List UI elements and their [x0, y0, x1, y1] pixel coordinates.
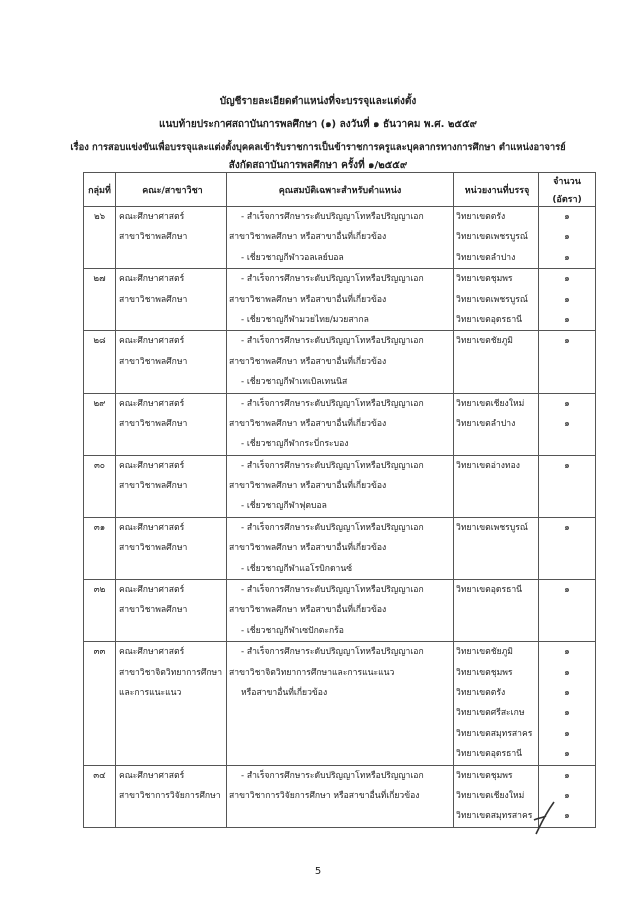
unit-cell	[454, 517, 539, 579]
count-cell-line: ๑	[564, 770, 570, 781]
unit-cell	[454, 207, 539, 269]
qualification-cell-line: - เชี่ยวชาญกีฬาเทเบิลเทนนิส	[241, 377, 348, 388]
group-number-text: ๒๖	[93, 212, 106, 222]
unit-cell-line: วิทยาเขตเพชรบูรณ์	[456, 522, 528, 533]
qualification-cell	[227, 207, 454, 269]
group-number	[84, 269, 116, 331]
count-cell	[539, 580, 596, 642]
doc-subject: เรื่อง การสอบแข่งขันเพื่อบรรจุและแต่งตั้งบุคคลเข้ารับราชการเป็นข้าราชการครูและบุคลากรทางการศึกษา ตำแหน่งอาจารย์	[70, 142, 566, 153]
qualification-cell-line: สาขาวิชาพลศึกษา หรือสาขาอื่นที่เกี่ยวข้อง	[229, 418, 387, 429]
qualification-cell	[227, 642, 454, 765]
count-cell-line: ๑	[564, 811, 570, 822]
count-cell-line: ๑	[564, 667, 570, 678]
unit-cell-line: วิทยาเขตสมุทรสาคร	[456, 728, 533, 739]
count-cell-line	[539, 496, 595, 516]
qualification-cell-line: สาขาวิชาพลศึกษา หรือสาขาอื่นที่เกี่ยวข้อง	[229, 232, 387, 243]
page-number: 5	[314, 866, 322, 877]
qualification-cell-line: - สำเร็จการศึกษาระดับปริญญาโทหรือปริญญาเอก	[241, 460, 424, 471]
qualification-cell-line: สาขาวิชาจิตวิทยาการศึกษาและการแนะแนว	[229, 667, 395, 678]
faculty-cell-line	[119, 434, 226, 454]
table-row	[84, 580, 596, 642]
unit-cell	[454, 331, 539, 393]
unit-cell	[454, 269, 539, 331]
count-cell-line: ๑	[564, 708, 570, 719]
faculty-cell-line	[119, 559, 226, 579]
faculty-cell-line: สาขาวิชาพลศึกษา	[119, 543, 188, 554]
qualification-cell	[227, 269, 454, 331]
group-number	[84, 455, 116, 517]
faculty-cell-line	[119, 372, 226, 392]
table-row	[84, 393, 596, 455]
faculty-cell-line	[119, 724, 226, 744]
faculty-cell	[116, 207, 227, 269]
faculty-cell-line	[119, 744, 226, 764]
unit-cell-line: วิทยาเขตลำปาง	[456, 418, 516, 429]
count-cell-line: ๑	[564, 749, 570, 760]
qualification-cell-line: - สำเร็จการศึกษาระดับปริญญาโทหรือปริญญาเอก	[241, 336, 424, 347]
group-number-text: ๒๗	[93, 274, 106, 285]
faculty-cell	[116, 517, 227, 579]
count-cell-line	[539, 559, 595, 579]
group-number-text: ๒๘	[93, 336, 106, 347]
unit-cell-line: วิทยาเขตชัยภูมิ	[456, 647, 513, 658]
qualification-cell	[227, 765, 454, 827]
count-cell-line: ๑	[564, 687, 570, 698]
group-number	[84, 765, 116, 827]
faculty-cell-line	[119, 621, 226, 641]
qualification-cell	[227, 455, 454, 517]
faculty-cell-line: คณะศึกษาศาสตร์	[119, 647, 185, 658]
unit-cell-line: วิทยาเขตชุมพร	[456, 667, 513, 678]
unit-cell-line	[456, 476, 538, 496]
signature-mark-icon	[530, 798, 560, 838]
doc-affiliation: สังกัดสถาบันการพลศึกษา ครั้งที่ ๑/๒๕๕๙	[228, 160, 408, 171]
group-number	[84, 207, 116, 269]
unit-cell-line: วิทยาเขตเชียงใหม่	[456, 790, 525, 801]
unit-cell-line: วิทยาเขตลำปาง	[456, 252, 516, 263]
count-cell-line	[539, 372, 595, 392]
faculty-cell	[116, 765, 227, 827]
qualification-cell-line: - เชี่ยวชาญกีฬาวอลเลย์บอล	[241, 252, 344, 263]
qualification-cell-line	[227, 744, 453, 764]
faculty-cell-line: สาขาวิชาพลศึกษา	[119, 232, 188, 243]
table-row	[84, 269, 596, 331]
count-cell-line	[539, 476, 595, 496]
unit-cell-line: วิทยาเขตชัยภูมิ	[456, 336, 513, 347]
header-faculty: คณะ/สาขาวิชา	[116, 173, 227, 207]
table-header-row	[84, 173, 596, 207]
faculty-cell-line	[119, 248, 226, 268]
group-number	[84, 331, 116, 393]
count-cell	[539, 269, 596, 331]
count-cell-line: ๑	[564, 647, 570, 658]
qualification-cell-line: - สำเร็จการศึกษาระดับปริญญาโทหรือปริญญาเอก	[241, 647, 424, 658]
qualification-cell-line: - สำเร็จการศึกษาระดับปริญญาโทหรือปริญญาเอก	[241, 585, 424, 596]
faculty-cell-line: สาขาวิชาพลศึกษา	[119, 418, 188, 429]
count-cell-line: ๑	[564, 585, 570, 596]
qualification-cell-line: - เชี่ยวชาญกีฬากระบี่กระบอง	[241, 439, 349, 450]
faculty-cell-line: คณะศึกษาศาสตร์	[119, 336, 185, 347]
faculty-cell-line: คณะศึกษาศาสตร์	[119, 770, 185, 781]
faculty-cell	[116, 580, 227, 642]
table-row	[84, 455, 596, 517]
count-cell	[539, 642, 596, 765]
faculty-cell-line: คณะศึกษาศาสตร์	[119, 522, 185, 533]
header-count	[539, 173, 596, 207]
count-cell-line	[539, 434, 595, 454]
qualification-cell-line: สาขาวิชาพลศึกษา หรือสาขาอื่นที่เกี่ยวข้อง	[229, 294, 387, 305]
unit-cell	[454, 393, 539, 455]
qualification-cell-line: สาขาวิชาพลศึกษา หรือสาขาอื่นที่เกี่ยวข้อง	[229, 481, 387, 492]
unit-cell-line: วิทยาเขตอุดรธานี	[456, 585, 523, 596]
table-row	[84, 765, 596, 827]
group-number	[84, 580, 116, 642]
unit-cell-line	[456, 559, 538, 579]
faculty-cell-line: สาขาวิชาพลศึกษา	[119, 356, 188, 367]
unit-cell-line: วิทยาเขตชุมพร	[456, 274, 513, 285]
count-cell-line	[539, 352, 595, 372]
header-unit: หน่วยงานที่บรรจุ	[454, 173, 539, 207]
unit-cell-line	[456, 434, 538, 454]
unit-cell	[454, 765, 539, 827]
qualification-cell	[227, 517, 454, 579]
faculty-cell-line: และการแนะแนว	[119, 687, 182, 698]
qualification-cell-line: - เชี่ยวชาญกีฬามวยไทย/มวยสากล	[241, 314, 369, 325]
faculty-cell-line: คณะศึกษาศาสตร์	[119, 460, 185, 471]
unit-cell-line	[456, 621, 538, 641]
faculty-cell-line	[119, 806, 226, 826]
group-number-text: ๓๔	[93, 770, 106, 781]
group-number-text: ๓๓	[93, 647, 106, 658]
faculty-cell	[116, 331, 227, 393]
count-cell-line: ๑	[564, 232, 570, 243]
faculty-cell-line: สาขาวิชาพลศึกษา	[119, 605, 188, 616]
header-qualification: คุณสมบัติเฉพาะสำหรับตำแหน่ง	[227, 173, 454, 207]
qualification-cell-line: หรือสาขาอื่นที่เกี่ยวข้อง	[241, 687, 328, 698]
faculty-cell-line: คณะศึกษาศาสตร์	[119, 398, 185, 409]
qualification-cell-line: สาขาวิชาการวิจัยการศึกษา หรือสาขาอื่นที่เกี่ยวข้อง	[229, 790, 420, 801]
unit-cell-line: วิทยาเขตชุมพร	[456, 770, 513, 781]
count-cell	[539, 207, 596, 269]
count-cell-line: ๑	[564, 418, 570, 429]
qualification-cell-line: - เชี่ยวชาญกีฬาเซปักตะกร้อ	[241, 625, 344, 636]
faculty-cell-line: สาขาวิชาจิตวิทยาการศึกษา	[119, 667, 223, 678]
unit-cell	[454, 580, 539, 642]
qualification-cell	[227, 580, 454, 642]
doc-subtitle-announcement: แนบท้ายประกาศสถาบันการพลศึกษา (๑) ลงวันที่ ๑ ธันวาคม พ.ศ. ๒๕๕๙	[159, 119, 477, 130]
unit-cell-line: วิทยาเขตตรัง	[456, 687, 506, 698]
unit-cell-line: วิทยาเขตเพชรบูรณ์	[456, 294, 528, 305]
header-group: กลุ่มที่	[84, 173, 116, 207]
unit-cell-line: วิทยาเขตเชียงใหม่	[456, 398, 525, 409]
count-cell-line: ๑	[564, 460, 570, 471]
count-cell-line	[539, 600, 595, 620]
qualification-cell-line: - สำเร็จการศึกษาระดับปริญญาโทหรือปริญญาเอก	[241, 274, 424, 285]
faculty-cell-line	[119, 703, 226, 723]
unit-cell-line: วิทยาเขตตรัง	[456, 212, 506, 222]
count-cell-line: ๑	[564, 336, 570, 347]
count-cell-line: ๑	[564, 728, 570, 739]
qualification-cell-line: - สำเร็จการศึกษาระดับปริญญาโทหรือปริญญาเอก	[241, 398, 424, 409]
group-number-text: ๒๙	[93, 398, 106, 409]
unit-cell-line: วิทยาเขตศรีสะเกษ	[456, 708, 525, 719]
faculty-cell	[116, 455, 227, 517]
qualification-cell-line	[227, 703, 453, 723]
positions-table	[83, 172, 596, 828]
group-number-text: ๓๑	[93, 522, 106, 533]
doc-title: บัญชีรายละเอียดตำแหน่งที่จะบรรจุและแต่งตั้ง	[219, 96, 417, 107]
count-cell-line: ๑	[564, 314, 570, 325]
unit-cell-line: วิทยาเขตอ่างทอง	[456, 460, 520, 471]
group-number	[84, 642, 116, 765]
header-count-line1: จำนวน	[553, 176, 581, 187]
group-number-text: ๓๐	[93, 460, 106, 471]
faculty-cell-line	[119, 496, 226, 516]
faculty-cell-line: คณะศึกษาศาสตร์	[119, 585, 185, 596]
unit-cell-line	[456, 538, 538, 558]
count-cell-line: ๑	[564, 212, 570, 222]
table-row	[84, 642, 596, 765]
count-cell-line: ๑	[564, 252, 570, 263]
faculty-cell-line: สาขาวิชาพลศึกษา	[119, 294, 188, 305]
unit-cell-line	[456, 496, 538, 516]
group-number	[84, 393, 116, 455]
unit-cell-line	[456, 352, 538, 372]
count-cell-line: ๑	[564, 398, 570, 409]
count-cell-line: ๑	[564, 294, 570, 305]
count-cell	[539, 517, 596, 579]
qualification-cell-line	[227, 806, 453, 826]
qualification-cell-line: สาขาวิชาพลศึกษา หรือสาขาอื่นที่เกี่ยวข้อง	[229, 543, 387, 554]
qualification-cell-line: - เชี่ยวชาญกีฬาแอโรบิกดานซ์	[241, 563, 353, 574]
header-count-line2: (อัตรา)	[552, 194, 582, 205]
count-cell	[539, 393, 596, 455]
count-cell-line: ๑	[564, 274, 570, 285]
qualification-cell-line: - สำเร็จการศึกษาระดับปริญญาโทหรือปริญญาเอก	[241, 770, 424, 781]
faculty-cell-line: สาขาวิชาพลศึกษา	[119, 481, 188, 492]
qualification-cell-line: สาขาวิชาพลศึกษา หรือสาขาอื่นที่เกี่ยวข้อง	[229, 356, 387, 367]
qualification-cell-line: - สำเร็จการศึกษาระดับปริญญาโทหรือปริญญาเอก	[241, 522, 424, 533]
count-cell	[539, 455, 596, 517]
table-row	[84, 517, 596, 579]
count-cell-line	[539, 621, 595, 641]
faculty-cell	[116, 642, 227, 765]
count-cell-line: ๑	[564, 522, 570, 533]
qualification-cell-line: - สำเร็จการศึกษาระดับปริญญาโทหรือปริญญาเอก	[241, 212, 424, 222]
qualification-cell-line: สาขาวิชาพลศึกษา หรือสาขาอื่นที่เกี่ยวข้อง	[229, 605, 387, 616]
unit-cell-line: วิทยาเขตอุดรธานี	[456, 749, 523, 760]
unit-cell-line	[456, 372, 538, 392]
count-cell	[539, 331, 596, 393]
count-cell-line: ๑	[564, 790, 570, 801]
faculty-cell	[116, 269, 227, 331]
group-number	[84, 517, 116, 579]
unit-cell-line: วิทยาเขตสมุทรสาคร	[456, 811, 533, 822]
faculty-cell-line: สาขาวิชาการวิจัยการศึกษา	[119, 790, 221, 801]
unit-cell-line: วิทยาเขตอุดรธานี	[456, 314, 523, 325]
faculty-cell-line: คณะศึกษาศาสตร์	[119, 212, 185, 222]
table-row	[84, 331, 596, 393]
table-row	[84, 207, 596, 269]
faculty-cell	[116, 393, 227, 455]
count-cell-line	[539, 538, 595, 558]
group-number-text: ๓๒	[93, 585, 106, 596]
faculty-cell-line: คณะศึกษาศาสตร์	[119, 274, 185, 285]
unit-cell-line	[456, 600, 538, 620]
faculty-cell-line	[119, 310, 226, 330]
qualification-cell-line: - เชี่ยวชาญกีฬาฟุตบอล	[241, 501, 327, 512]
qualification-cell	[227, 393, 454, 455]
unit-cell	[454, 455, 539, 517]
qualification-cell-line	[227, 724, 453, 744]
unit-cell	[454, 642, 539, 765]
unit-cell-line: วิทยาเขตเพชรบูรณ์	[456, 232, 528, 243]
qualification-cell	[227, 331, 454, 393]
